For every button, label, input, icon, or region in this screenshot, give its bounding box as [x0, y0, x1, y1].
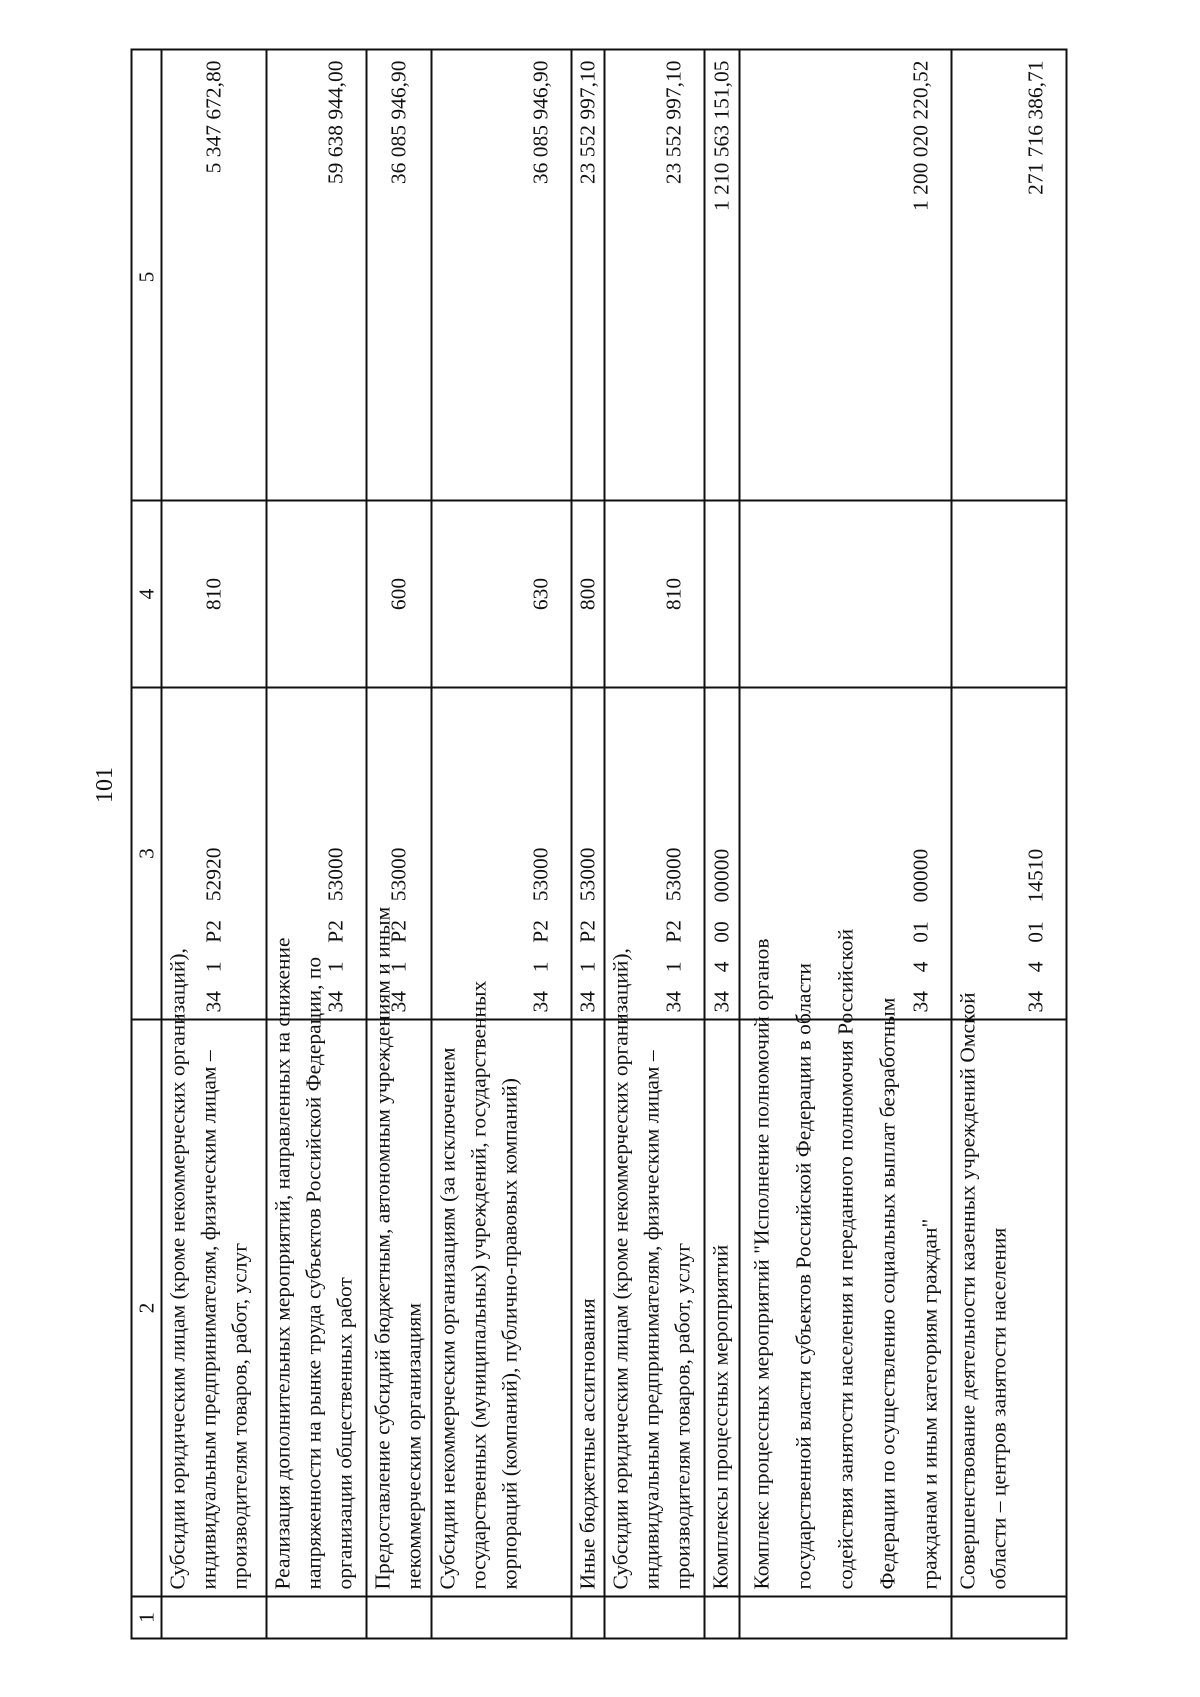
- type-cell: 810: [605, 501, 705, 688]
- budget-table-rotated: [131, 60, 1051, 1640]
- table-row: [740, 50, 952, 1639]
- header-col-3: 3: [132, 688, 162, 1020]
- page-number: 101: [92, 767, 118, 803]
- header-row: [132, 50, 162, 1639]
- table-row: [605, 50, 705, 1639]
- item-name-line: организации общественных работ: [332, 1277, 357, 1590]
- item-name-line: Реализация дополнительных мероприятий, направленных на снижение: [270, 937, 295, 1590]
- amount-cell: 36 085 946,90: [367, 50, 432, 501]
- item-name-line: Совершенствование деятельности казенных учреждений Омской: [955, 992, 980, 1590]
- budget-table: [131, 49, 1068, 1640]
- item-name-cell: [267, 937, 367, 1597]
- row-number-cell: [162, 1597, 267, 1639]
- code-cell: 34 4 00 00000: [705, 688, 740, 1020]
- row-number-cell: [367, 1597, 432, 1639]
- item-name-line: некоммерческим организациям: [401, 1303, 426, 1590]
- amount-cell: 23 552 997,10: [572, 50, 605, 501]
- amount-cell: 1 200 020 220,52: [740, 50, 952, 501]
- item-name-line: напряженности на рынке труда субъектов Российской Федерации, по: [301, 956, 326, 1590]
- item-name-line: области – центров занятости населения: [986, 1227, 1011, 1590]
- item-name-line: индивидуальным предпринимателям, физическим лицам –: [196, 1050, 221, 1590]
- item-name-line: корпораций (компаний), публично-правовых компаний): [497, 1078, 522, 1590]
- table-row: [952, 50, 1067, 1639]
- amount-cell: 5 347 672,80: [162, 50, 267, 501]
- item-name-line: производителям товаров, работ, услуг: [670, 1242, 695, 1590]
- table-row: [162, 50, 267, 1639]
- item-name-cell: [952, 992, 1067, 1597]
- code-cell: 34 1 P2 53000: [367, 688, 432, 1020]
- item-name-cell: [432, 980, 572, 1597]
- row-number-cell: [572, 1597, 605, 1639]
- row-number-cell: [705, 1597, 740, 1639]
- code-cell: 34 1 P2 52920: [162, 688, 267, 1020]
- item-name-line: Иные бюджетные ассигнования: [575, 1298, 600, 1590]
- table-row: [432, 50, 572, 1639]
- code-cell: 34 4 01 14510: [952, 688, 1067, 1020]
- item-name-line: производителям товаров, работ, услуг: [227, 1242, 252, 1590]
- table-row: [705, 50, 740, 1639]
- item-name-cell: [162, 948, 267, 1597]
- item-name-line: Предоставление субсидий бюджетным, автономным учреждениям и иным: [370, 906, 395, 1590]
- table-row: [572, 50, 605, 1639]
- item-name-line: Комплекс процессных мероприятий "Исполнение полномочий органов: [749, 938, 774, 1590]
- header-col-4: 4: [132, 501, 162, 688]
- code-cell: 34 1 P2 53000: [572, 688, 605, 1020]
- row-number-cell: [432, 1597, 572, 1639]
- type-cell: [705, 501, 740, 688]
- table-row: [267, 50, 367, 1639]
- item-name-line: Комплексы процессных мероприятий: [708, 1244, 733, 1590]
- item-name-line: государственной власти субъектов Российской Федерации в области: [791, 962, 816, 1590]
- type-cell: [740, 501, 952, 688]
- item-name-line: государственных (муниципальных) учреждений, государственных: [466, 980, 491, 1590]
- type-cell: 600: [367, 501, 432, 688]
- header-col-5: 5: [132, 50, 162, 501]
- table-row: [367, 50, 432, 1639]
- header-col-1: 1: [132, 1597, 162, 1639]
- item-name-cell: [605, 948, 705, 1597]
- item-name-line: индивидуальным предпринимателям, физическим лицам –: [639, 1050, 664, 1590]
- amount-cell: 36 085 946,90: [432, 50, 572, 501]
- item-name-line: гражданам и иным категориям граждан": [917, 1218, 942, 1590]
- type-cell: [952, 501, 1067, 688]
- row-number-cell: [605, 1597, 705, 1639]
- code-cell: 34 1 P2 53000: [432, 688, 572, 1020]
- item-name-cell: [572, 1020, 605, 1597]
- header-col-2: 2: [132, 1020, 162, 1597]
- type-cell: 630: [432, 501, 572, 688]
- amount-cell: 1 210 563 151,05: [705, 50, 740, 501]
- row-number-cell: [267, 1597, 367, 1639]
- type-cell: 810: [162, 501, 267, 688]
- amount-cell: 271 716 386,71: [952, 50, 1067, 501]
- item-name-line: Субсидии некоммерческим организациям (за исключением: [435, 1047, 460, 1590]
- item-name-line: Субсидии юридическим лицам (кроме некоммерческих организаций),: [165, 948, 190, 1590]
- code-cell: 34 1 P2 53000: [267, 688, 367, 1020]
- item-name-line: Субсидии юридическим лицам (кроме некоммерческих организаций),: [608, 948, 633, 1590]
- amount-cell: 23 552 997,10: [605, 50, 705, 501]
- row-number-cell: [952, 1597, 1067, 1639]
- item-name-cell: [705, 1020, 740, 1597]
- code-cell: 34 4 01 00000: [740, 688, 952, 1020]
- code-cell: 34 1 P2 53000: [605, 688, 705, 1020]
- row-number-cell: [740, 1597, 952, 1639]
- item-name-line: Федерации по осуществлению социальных выплат безработным: [875, 997, 900, 1590]
- item-name-line: содействия занятости населения и переданного полномочия Российской: [833, 928, 858, 1590]
- amount-cell: 59 638 944,00: [267, 50, 367, 501]
- type-cell: [267, 501, 367, 688]
- type-cell: 800: [572, 501, 605, 688]
